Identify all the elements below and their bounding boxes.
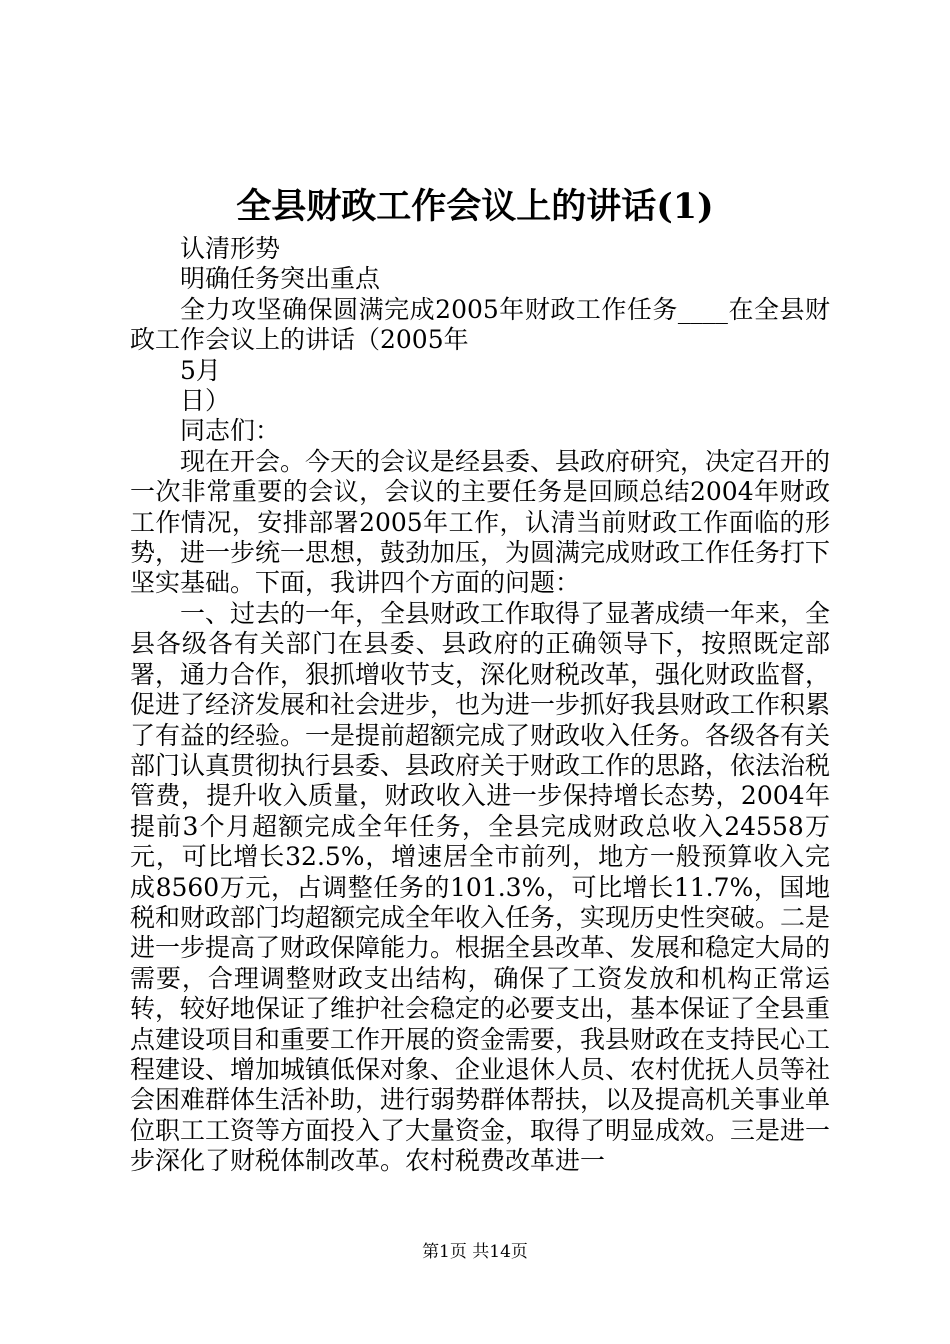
paragraph: 同志们： bbox=[180, 416, 281, 446]
paragraph: 现在开会。今天的会议是经县委、县政府研究，决定召开的一次非常重要的会议，会议的主要任务是回顾总结2004年财政工作情况，安排部署2005年工作，认清当前财政工作面临的形势，进一步统一思想，鼓劲加压，为圆满完成财政工作任务打下坚实基础。下面，我讲四个方面的问题： bbox=[130, 446, 831, 598]
page-number: 第1页 bbox=[422, 1242, 467, 1262]
paragraph: 明确任务突出重点 bbox=[180, 264, 381, 294]
paragraph: 认清形势 bbox=[180, 234, 281, 263]
paragraph: 日） bbox=[180, 386, 231, 416]
paragraph: 一、过去的一年，全县财政工作取得了显著成绩一年来，全县各级各有关部门在县委、县政府的正确领导下，按照既定部署，通力合作，狠抓增收节支，深化财税改革，强化财政监督，促进了经济发展和社会进步，也为进一步抓好我县财政工作积累了有益的经验。一是提前超额完成了财政收入任务。各级各有关部门认真贯彻执行县委、县政府关于财政工作的思路，依法治税管费，提升收入质量，财政收入进一步保持增长态势，2004年提前3个月超额完成全年任务，全县完成财政总收入24558万元，可比增长32.5%，增速居全市前列，地方一般预算收入完成8560万元，占调整任务的101.3%，可比增长11.7%，国地税和财政部门均超额完成全年收入任务，实现历史性突破。二是进一步提高了财政保障能力。根据全县改革、发展和稳定大局的需要，合理调整财政支出结构，确保了工资发放和机构正常运转，较好地保证了维护社会稳定的必要支出，基本保证了全县重点建设项目和重要工作开展的资金需要，我县财政在支持民心工程建设、增加城镇低保对象、企业退休人员、农村优抚人员等社会困难群体生活补助，进行弱势群体帮扶，以及提高机关事业单位职工工资等方面投入了大量资金，取得了明显成效。三是进一步深化了财税体制改革。农村税费改革进一 bbox=[130, 598, 831, 1176]
document-title: 全县财政工作会议上的讲话(1) bbox=[236, 186, 714, 227]
page-footer bbox=[0, 1240, 950, 1264]
paragraph: 5月 bbox=[180, 355, 221, 385]
page-total: 共14页 bbox=[472, 1242, 528, 1262]
document-body bbox=[130, 234, 830, 1177]
paragraph: 全力攻坚确保圆满完成2005年财政工作任务____在全县财政工作会议上的讲话（2005年 bbox=[130, 294, 830, 355]
